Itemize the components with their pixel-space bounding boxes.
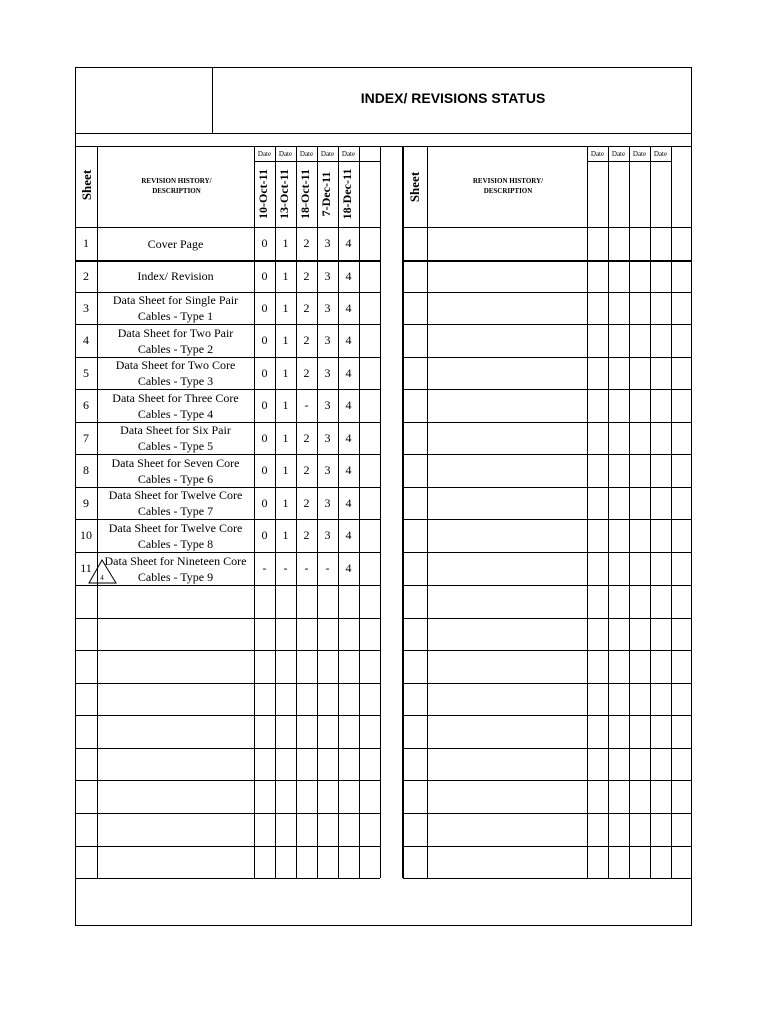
revision-value: 1 [282,430,289,445]
description-line-1: Data Sheet for Single Pair [112,293,239,307]
revision-value: - [304,561,309,575]
description-line-1: Data Sheet for Two Pair [117,325,234,340]
revision-date: 18-Dec-11 [340,168,354,220]
revision-value: 0 [261,398,268,412]
description-line-1: Data Sheet for Two Core [115,358,236,372]
revision-value: 2 [303,333,310,347]
sheet-number: 4 [83,333,89,347]
revision-value: 1 [282,365,289,380]
revision-value: 4 [345,365,352,380]
description-line-1: Cover Page [147,236,204,251]
revision-value: 3 [324,268,331,283]
description-line-1: Data Sheet for Twelve Core [108,488,243,502]
row-line-right [403,292,692,293]
revision-value: 4 [345,300,352,315]
row-line-right [403,227,692,228]
row-line-left [75,585,380,586]
column-line-right [608,146,609,878]
revision-value: 1 [282,268,289,283]
sheet-description [97,292,254,324]
revision-value: 2 [303,528,310,542]
date-label-right: Date [611,150,626,158]
row-line-left [75,878,380,879]
description-line-2: Cables - Type 8 [137,536,214,551]
revision-value: 1 [282,236,289,250]
revision-value: - [262,561,267,575]
revision-date: 7-Dec-11 [319,171,333,217]
revision-value: 2 [303,365,310,380]
revision-value: 0 [261,268,268,283]
row-line-right [403,748,692,749]
row-line-right [403,487,692,488]
revision-value: 4 [345,333,352,347]
sheet-description [97,552,254,585]
description-line-1: Data Sheet for Six Pair [120,423,231,437]
sheet-description [97,422,254,454]
description-header-right-line1: REVISION HISTORY/ [472,177,544,185]
description-line-2: Cables - Type 9 [137,569,214,584]
revision-value: 2 [303,268,310,283]
sheet-number: 10 [80,528,92,542]
row-line-right [403,422,692,423]
row-line-right [403,552,692,553]
sheet-description [97,487,254,519]
revision-value: 3 [324,365,331,380]
revision-value: - [283,561,288,575]
sheet-number: 1 [83,236,89,250]
description-line-2: Cables - Type 6 [137,471,214,486]
date-label-left: Date [299,150,314,158]
revision-value: 3 [324,236,331,250]
revision-value: - [325,561,330,575]
description-line-1: Data Sheet for Nineteen Core [104,553,247,568]
row-line-right [403,650,692,651]
description-line-2: Cables - Type 1 [137,309,214,323]
revision-value: 3 [324,333,331,347]
revision-value: 2 [303,495,310,510]
revision-value: 3 [324,430,331,445]
center-divider-line [402,146,404,878]
sheet-number: 5 [83,365,89,380]
description-line-1: Index/ Revision [137,269,214,283]
row-line-right [403,454,692,455]
row-line-right [403,878,692,879]
revision-value: 3 [324,495,331,510]
date-label-left: Date [257,150,272,158]
sheet-description [97,260,254,292]
description-line-1: Data Sheet for Three Core [112,390,239,405]
row-line-left [75,650,380,651]
date-header-line-right [587,161,671,162]
row-line-left [75,846,380,847]
revision-value: 2 [303,430,310,445]
description-line-1: Data Sheet for Seven Core [111,455,240,470]
row-line-right [403,618,692,619]
revision-value: 0 [261,365,268,380]
row-line-right [403,260,692,262]
revision-date: 13-Oct-11 [277,169,291,219]
column-line-right [671,146,672,878]
sheet-number: 9 [83,495,89,510]
revision-value: 1 [282,463,289,477]
sheet-number: 7 [83,430,89,445]
revision-value: - [304,398,309,412]
column-line-right [629,146,630,878]
row-line-left [75,780,380,781]
sheet-description [97,227,254,260]
table-top-line [75,146,692,147]
date-label-right: Date [632,150,647,158]
row-line-right [403,813,692,814]
row-line-right [403,715,692,716]
row-line-right [403,324,692,325]
column-line-right [427,146,428,878]
row-line-right [403,357,692,358]
revision-value: 0 [261,463,268,477]
sheet-header-left: Sheet [79,169,94,201]
revision-value: 3 [324,300,331,315]
description-line-1: Data Sheet for Twelve Core [108,520,243,535]
revision-value: 1 [282,495,289,510]
row-line-right [403,780,692,781]
row-line-right [403,846,692,847]
row-line-left [75,715,380,716]
revision-date: 18-Oct-11 [298,169,312,219]
revision-value: 0 [261,333,268,347]
row-line-right [403,585,692,586]
revision-value: 1 [282,300,289,315]
sheet-description [97,519,254,552]
date-label-right: Date [590,150,605,158]
description-header-left-line1: REVISION HISTORY/ [141,177,212,185]
sheet-description [97,357,254,389]
description-header-left-line2: DESCRIPTION [152,187,201,195]
sheet-number: 6 [83,398,89,412]
revision-value: 3 [324,463,331,477]
revision-value: 4 [345,495,352,510]
revision-value: 0 [261,528,268,542]
sheet-number: 3 [83,300,89,315]
column-line-left [359,146,360,878]
sheet-description [97,454,254,487]
date-label-left: Date [320,150,335,158]
sheet-description [97,389,254,422]
revision-value: 2 [303,300,310,315]
row-line-right [403,519,692,520]
revision-triangle-label: 4 [100,574,104,582]
revision-value: 4 [345,236,352,250]
page-title: INDEX/ REVISIONS STATUS [360,90,546,106]
sheet-description [97,324,254,357]
sheet-header-right: Sheet [407,171,422,203]
revision-triangle-icon [88,558,118,584]
description-line-2: Cables - Type 2 [137,341,214,356]
column-line-right [587,146,588,878]
revision-value: 4 [345,398,352,412]
revision-value: 4 [345,268,352,283]
row-line-left [75,748,380,749]
description-header-left [98,176,255,196]
revision-value: 3 [324,528,331,542]
row-line-left [75,683,380,684]
date-label-left: Date [278,150,293,158]
date-header-line-left [254,161,380,162]
revision-value: 4 [345,463,352,477]
revision-value: 1 [282,398,289,412]
description-header-right-line2: DESCRIPTION [483,187,533,195]
title-divider [212,67,213,134]
description-line-2: Cables - Type 4 [137,406,214,421]
description-line-2: Cables - Type 3 [137,374,214,388]
description-line-2: Cables - Type 7 [137,504,214,518]
description-header-right [428,176,588,196]
sheet-number: 11 [80,561,92,575]
revision-value: 0 [261,495,268,510]
revision-value: 0 [261,236,268,250]
revision-value: 1 [282,528,289,542]
row-line-right [403,683,692,684]
row-line-left [75,813,380,814]
revision-date: 10-Oct-11 [256,169,270,219]
row-line-left [75,618,380,619]
sheet-number: 2 [83,268,89,283]
revision-value: 0 [261,430,268,445]
revision-value: 2 [303,463,310,477]
sheet-number: 8 [83,463,89,477]
revision-value: 4 [345,430,352,445]
description-line-2: Cables - Type 5 [137,439,214,453]
date-label-left: Date [341,150,356,158]
revision-value: 4 [345,561,352,575]
title-bottom-line [75,133,692,134]
revision-value: 2 [303,236,310,250]
revision-value: 0 [261,300,268,315]
revision-value: 4 [345,528,352,542]
column-line-right [650,146,651,878]
revision-value: 1 [282,333,289,347]
row-line-right [403,389,692,390]
column-line-left [380,146,381,878]
revision-value: 3 [324,398,331,412]
date-label-right: Date [653,150,668,158]
